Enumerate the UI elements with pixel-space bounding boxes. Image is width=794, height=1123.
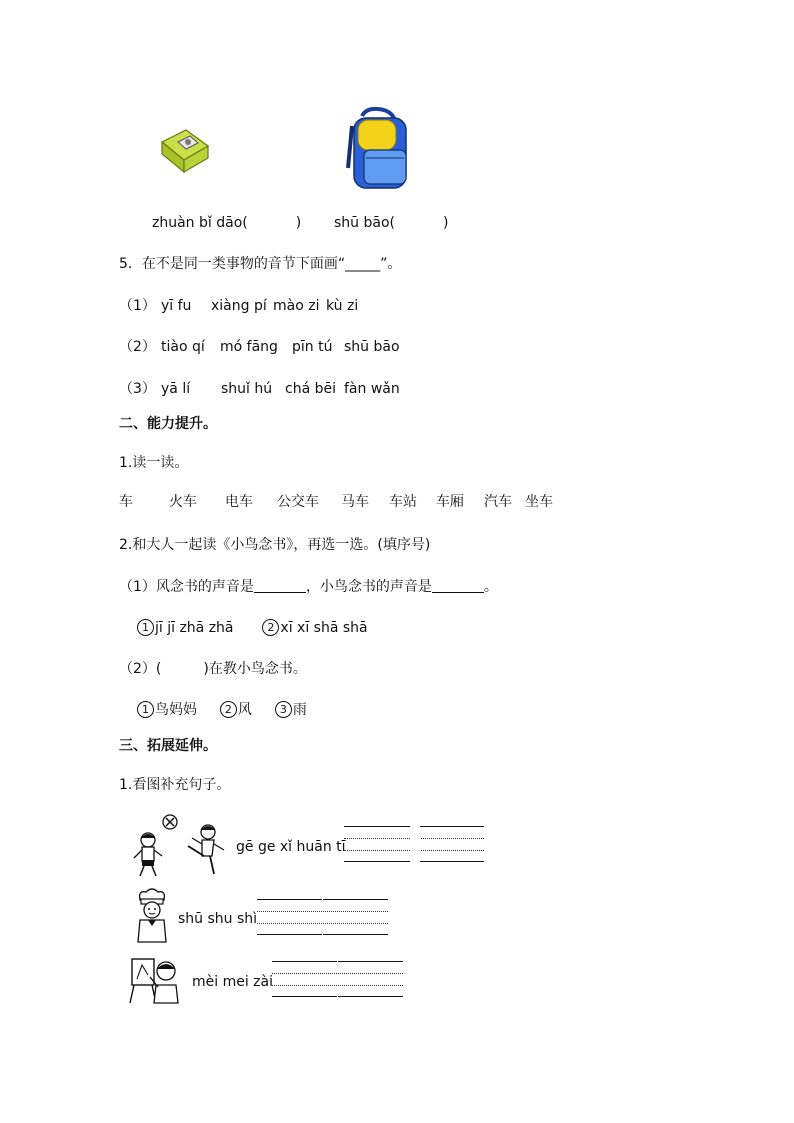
word: 车站	[389, 494, 417, 510]
writing-grid[interactable]	[344, 826, 484, 862]
word: 马车	[341, 494, 369, 510]
word: 坐车	[525, 494, 553, 510]
q2-1-line: （1）风念书的声音是 ，小鸟念书的声音是 。	[119, 579, 498, 595]
section-3-q1-title: 1.看图补充句子。	[119, 777, 231, 793]
syllable: xiàng pí	[211, 298, 267, 314]
syllable: mó fāng	[220, 339, 278, 355]
writing-grid[interactable]	[272, 961, 403, 997]
syllable: yī fu	[161, 298, 192, 314]
chef-uncle-image	[130, 888, 174, 946]
word: 车	[119, 494, 133, 510]
q5-item-1	[119, 296, 519, 316]
word: 公交车	[277, 494, 319, 510]
syllable: yā lí	[161, 381, 191, 397]
section-2-q2-title: 2.和大人一起读《小鸟念书》，再选一选。(填序号)	[119, 537, 431, 553]
boys-playing-football-image	[130, 812, 230, 882]
item-number: （1）	[119, 298, 156, 314]
syllable: mào zi	[273, 298, 320, 314]
school-bag-pinyin: shū bāo( )	[334, 215, 449, 231]
section-2-heading: 二、能力提升。	[119, 416, 217, 432]
question-5-title: 5．在不是同一类事物的音节下面画“_____”。	[119, 256, 402, 272]
circled-number: 1	[137, 619, 154, 636]
circled-number: 3	[275, 701, 292, 718]
syllable: pīn tú	[292, 339, 333, 355]
answer-blank[interactable]	[254, 578, 306, 593]
answer-blank[interactable]	[432, 578, 484, 593]
option-text: xī xī shā shā	[280, 620, 368, 636]
section-2-q1-title: 1.读一读。	[119, 455, 189, 471]
pencil-sharpener-image	[156, 122, 212, 178]
option-text: 风	[237, 702, 252, 718]
syllable: fàn wǎn	[344, 381, 400, 397]
syllable: chá bēi	[285, 381, 336, 397]
syllable: kù zi	[326, 298, 359, 314]
syllable: tiào qí	[161, 339, 205, 355]
sentence-1-pinyin: gē ge xǐ huān tī	[236, 839, 346, 855]
circled-number: 1	[137, 701, 154, 718]
option-text: 鸟妈妈	[155, 702, 197, 718]
q2-1-options	[137, 618, 368, 638]
q2-2-options	[137, 700, 307, 720]
vehicle-word-list	[119, 492, 579, 512]
circled-number: 2	[262, 619, 279, 636]
sentence-3-pinyin: mèi mei zài	[192, 974, 273, 990]
option-text: jī jī zhā zhā	[155, 620, 234, 636]
option-text: 雨	[292, 702, 307, 718]
item-number: （2）	[119, 339, 156, 355]
sentence-2-pinyin: shū shu shì	[178, 911, 258, 927]
q5-item-3	[119, 379, 519, 399]
syllable: shū bāo	[344, 339, 400, 355]
circled-number: 2	[220, 701, 237, 718]
word: 汽车	[484, 494, 512, 510]
section-3-heading: 三、拓展延伸。	[119, 738, 217, 754]
writing-grid[interactable]	[257, 899, 388, 935]
word: 火车	[169, 494, 197, 510]
q2-2-line: （2）( )在教小鸟念书。	[119, 661, 307, 677]
school-bag-image	[344, 106, 416, 192]
pencil-sharpener-pinyin: zhuàn bǐ dāo( )	[152, 215, 302, 231]
q5-item-2	[119, 337, 519, 357]
word: 电车	[225, 494, 253, 510]
word: 车厢	[436, 494, 464, 510]
girl-painting-image	[128, 955, 184, 1007]
syllable: shuǐ hú	[221, 381, 273, 397]
item-number: （3）	[119, 381, 156, 397]
